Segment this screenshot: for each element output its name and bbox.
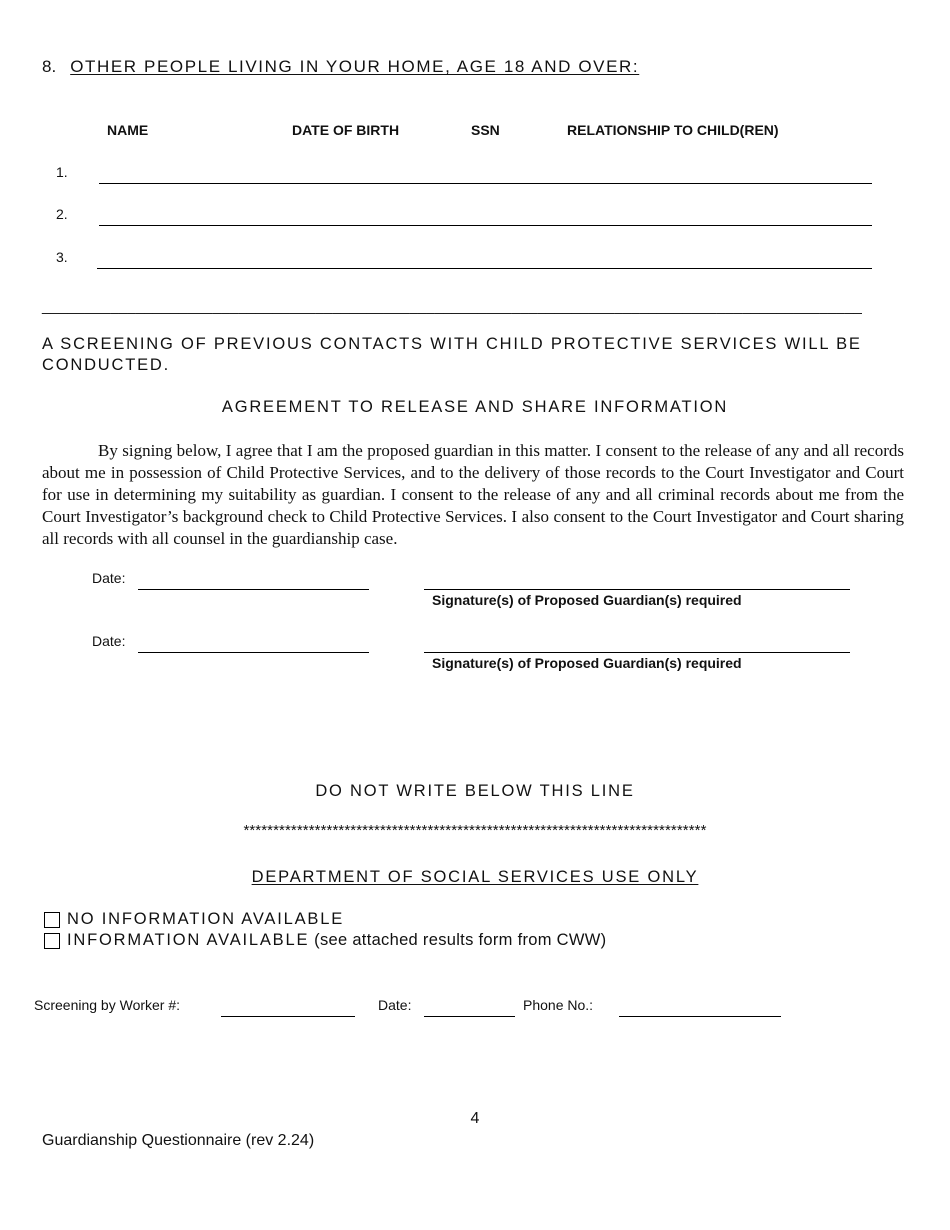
signature-label-1: Signature(s) of Proposed Guardian(s) required [432,592,742,608]
star-divider: ****************************************************************************** [243,822,707,839]
option-caps-text: INFORMATION AVAILABLE [67,931,310,949]
row-number-3: 3. [56,249,68,265]
screening-notice: A SCREENING OF PREVIOUS CONTACTS WITH CHILD PROTECTIVE SERVICES WILL BE CONDUCTED. [42,335,862,374]
agreement-body: By signing below, I agree that I am the proposed guardian in this matter. I consent to the release of any and all records about me in possession of Child Protective Services, and to the delivery of those records to the Court Investigator and Court for use in determining my suitability as guardian. I consent to the release of any and all criminal records about me from the Court Investigator’s background check to Child Protective Services. I also consent to the Court Investigator and Court sharing all records with all counsel in the guardianship case. [42,441,904,548]
column-header-date-of-birth: DATE OF BIRTH [292,122,400,138]
dss-title: DEPARTMENT OF SOCIAL SERVICES USE ONLY [251,868,699,886]
person-entry-line-1[interactable] [99,183,872,184]
option-caps-text: NO INFORMATION AVAILABLE [67,910,344,928]
section-title: OTHER PEOPLE LIVING IN YOUR HOME, AGE 18 AND OVER: [70,57,640,76]
dss-heading [0,868,950,887]
date-field-1[interactable] [138,589,369,590]
person-entry-line-2[interactable] [99,225,872,226]
column-header-ssn: SSN [471,122,500,138]
do-not-write-notice: DO NOT WRITE BELOW THIS LINE [315,782,635,800]
information-available-label [67,931,606,950]
row-number-1: 1. [56,164,68,180]
worker-date-field[interactable] [424,1016,515,1017]
column-header-name: NAME [107,122,149,138]
no-information-option[interactable] [44,910,344,928]
column-header-relationship: RELATIONSHIP TO CHILD(REN) [567,122,779,138]
page-number: 4 [470,1110,480,1127]
footer-text: Guardianship Questionnaire (rev 2.24) [42,1132,315,1149]
date-field-2[interactable] [138,652,369,653]
phone-label: Phone No.: [523,997,594,1013]
signature-line-1[interactable] [424,589,850,590]
worker-label: Screening by Worker #: [34,997,181,1013]
worker-number-field[interactable] [221,1016,355,1017]
section-number: 8. [42,57,57,76]
person-entry-line-3[interactable] [97,268,872,269]
option-rest-text: (see attached results form from CWW) [309,931,607,949]
date-label-2: Date: [92,633,126,649]
signature-line-2[interactable] [424,652,850,653]
worker-date-label: Date: [378,997,412,1013]
signature-label-2: Signature(s) of Proposed Guardian(s) required [432,655,742,671]
section-8-heading [42,57,639,77]
row-number-2: 2. [56,206,68,222]
date-label-1: Date: [92,570,126,586]
information-available-option[interactable] [44,931,607,949]
no-information-label [67,910,344,929]
section-divider: ________________________________________________________________________________________________ [42,298,863,315]
phone-field[interactable] [619,1016,781,1017]
information-available-checkbox[interactable] [44,933,60,949]
agreement-title: AGREEMENT TO RELEASE AND SHARE INFORMATION [221,398,729,416]
no-information-checkbox[interactable] [44,912,60,928]
